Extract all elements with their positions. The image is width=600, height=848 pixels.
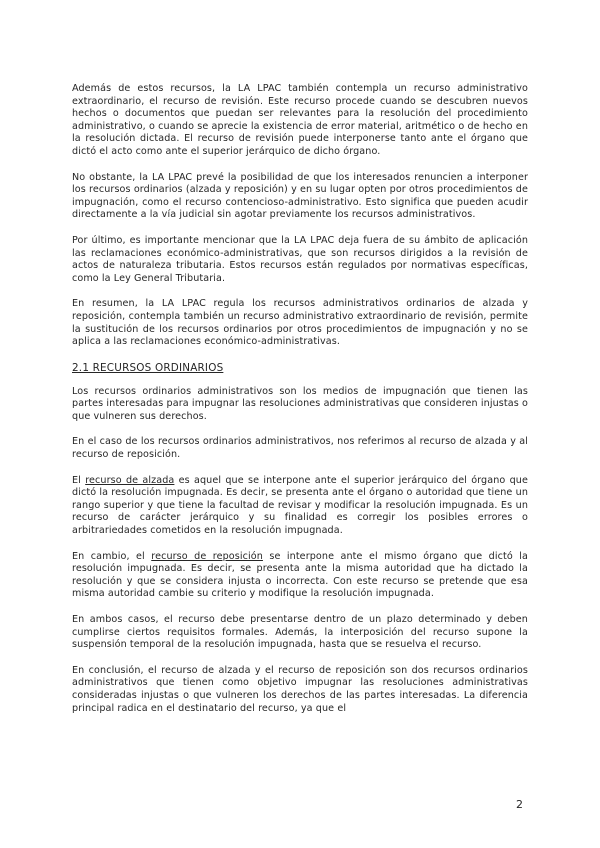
page-number: 2 (516, 798, 523, 811)
paragraph-reposicion (72, 551, 528, 601)
paragraph-definicion: Los recursos ordinarios administrativos son los medios de impugnación que tienen las partes interesadas para impugnar las resoluciones administrativas que consideren injustas o que vulneren sus derechos. (72, 385, 528, 422)
alzada-body-text: es aquel que se interpone ante el superior jerárquico del órgano que dictó la resolución impugnada. Es decir, se presenta ante el órgano o autoridad que tiene un rango superior y que tiene la facultad de revisar y modificar la resolución impugnada. Es un recurso de carácter jerárquico y su finalidad es corregir los posibles errores o arbitrariedades cometidos en la resolución impugnada. (72, 474, 528, 537)
paragraph-ambos-casos: En ambos casos, el recurso debe presentarse dentro de un plazo determinado y deben cumplirse ciertos requisitos formales. Además, la interposición del recurso supone la suspensión temporal de la resolución impugnada, hasta que se resuelva el recurso. (72, 614, 528, 651)
paragraph-alzada (72, 475, 528, 538)
alzada-intro-text: El (72, 474, 86, 486)
paragraph-conclusion: En conclusión, el recurso de alzada y el recurso de reposición son dos recursos ordinarios administrativos que tienen como objetivo impugnar las resoluciones administrativas consideradas injustas o que vulneren los derechos de las partes interesadas. La diferencia principal radica en el destinatario del recurso, ya que el (72, 664, 528, 714)
reposicion-body-text: se interpone ante el mismo órgano que dictó la resolución impugnada. Es decir, se presenta ante la misma autoridad que ha dictado la resolución y que se considera injusta o incorrecta. Con este recurso se pretende que esa misma autoridad cambie su criterio y modifique la resolución impugnada. (72, 550, 528, 600)
paragraph-exclusion: Por último, es importante mencionar que la LA LPAC deja fuera de su ámbito de aplicación las reclamaciones económico-administrativas, que son recursos dirigidos a la revisión de actos de naturaleza tributaria. Estos recursos están regulados por normativas específicas, como la Ley General Tributaria. (72, 234, 528, 284)
paragraph-revision: Además de estos recursos, la LA LPAC también contempla un recurso administrativo extraordinario, el recurso de revisión. Este recurso procede cuando se descubren nuevos hechos o documentos que puedan ser relevantes para la resolución del procedimiento administrativo, o cuando se aprecie la existencia de error material, aritmético o de hecho en la resolución dictada. El recurso de revisión puede interponerse tanto ante el órgano que dictó el acto como ante el superior jerárquico de dicho órgano. (72, 83, 528, 157)
section-heading: 2.1 RECURSOS ORDINARIOS (72, 361, 224, 374)
term-recurso-alzada: recurso de alzada (85, 474, 175, 486)
paragraph-tipos: En el caso de los recursos ordinarios administrativos, nos referimos al recurso de alzada y al recurso de reposición. (72, 436, 528, 461)
paragraph-resumen: En resumen, la LA LPAC regula los recursos administrativos ordinarios de alzada y reposición, contempla también un recurso administrativo extraordinario de revisión, permite la sustitución de los recursos ordinarios por otros procedimientos de impugnación y no se aplica a las reclamaciones económico-administrativas. (72, 298, 528, 348)
page-content (72, 83, 528, 728)
reposicion-intro-text: En cambio, el (72, 550, 152, 562)
paragraph-renuncia: No obstante, la LA LPAC prevé la posibilidad de que los interesados renuncien a interponer los recursos ordinarios (alzada y reposición) y en su lugar opten por otros procedimientos de impugnación, como el recurso contencioso-administrativo. Esto significa que pueden acudir directamente a la vía judicial sin agotar previamente los recursos administrativos. (72, 171, 528, 221)
term-recurso-reposicion: recurso de reposición (151, 550, 263, 562)
